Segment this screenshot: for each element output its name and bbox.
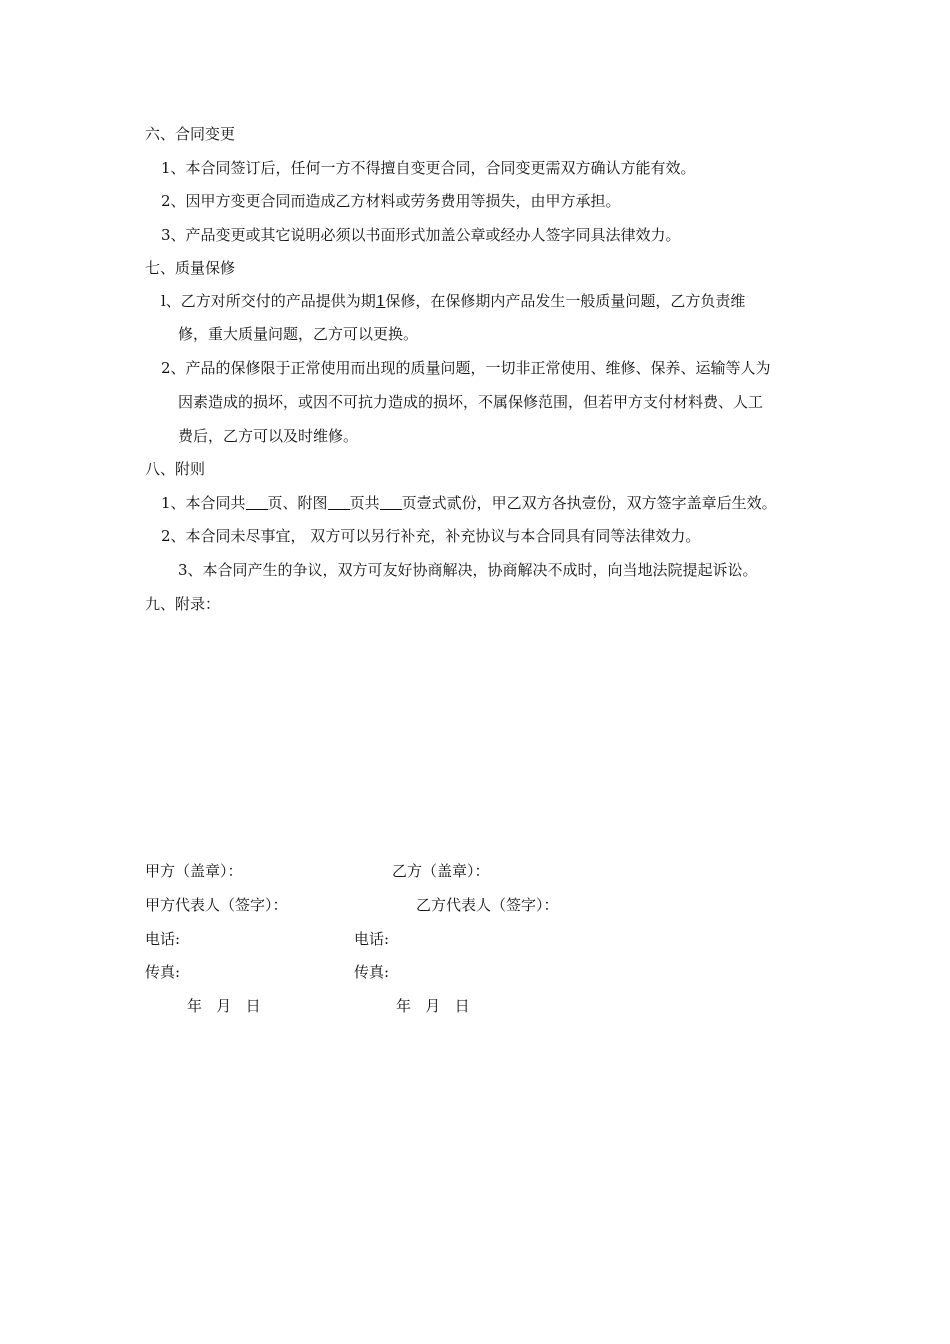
- section-7-item-1-prefix: l、乙方对所交付的产品提供为期: [161, 292, 376, 310]
- section-7-item-1-cont: 修，重大质量问题，乙方可以更换。: [178, 325, 419, 343]
- section-8-item-2: 2、本合同未尽事宜， 双方可以另行补充，补充协议与本合同具有同等法律效力。: [161, 527, 701, 545]
- section-8-item-1-part-a: 1、本合同共: [161, 494, 246, 512]
- section-7-item-2-line-3: 费后，乙方可以及时维修。: [178, 427, 359, 445]
- blank-page-count: [246, 495, 268, 510]
- party-b-phone-label: 电话:: [354, 930, 390, 948]
- blank-total-count: [380, 495, 402, 510]
- party-a-phone-label: 电话:: [145, 930, 181, 948]
- section-9-heading: 九、附录：: [145, 595, 221, 613]
- section-7-item-2-line-1: 2、产品的保修限于正常使用而出现的质量问题，一切非正常使用、维修、保养、运输等人为: [161, 359, 771, 377]
- section-7-item-1-suffix: 保修，在保修期内产品发生一般质量问题，乙方负责维: [385, 292, 746, 310]
- section-7-item-2-line-2: 因素造成的损坏，或因不可抗力造成的损坏，不属保修范围，但若甲方支付材料费、人工: [178, 393, 764, 411]
- section-6-item-2: 2、因甲方变更合同而造成乙方材料或劳务费用等损失，由甲方承担。: [161, 192, 621, 210]
- party-a-date: 年 月 日: [187, 997, 261, 1015]
- section-6-item-3: 3、产品变更或其它说明必须以书面形式加盖公章或经办人签字同具法律效力。: [161, 226, 681, 244]
- section-7-heading: 七、质量保修: [145, 259, 236, 277]
- section-7-item-1: [161, 291, 745, 311]
- party-a-fax-label: 传真:: [145, 963, 181, 981]
- party-a-rep-label: 甲方代表人（签字）：: [145, 896, 288, 914]
- blank-attachment-count: [328, 495, 350, 510]
- section-8-item-1-part-d: 页壹式贰份，甲乙双方各执壹份，双方签字盖章后生效。: [401, 494, 777, 512]
- section-8-item-1-part-c: 页共: [349, 494, 380, 512]
- party-b-date: 年 月 日: [396, 997, 470, 1015]
- party-b-seal-label: 乙方（盖章）：: [392, 862, 490, 880]
- section-8-heading: 八、附则: [145, 460, 206, 478]
- party-b-rep-label: 乙方代表人（签字）：: [416, 896, 559, 914]
- warranty-period: 1: [375, 292, 386, 310]
- party-a-seal-label: 甲方（盖章）：: [145, 862, 243, 880]
- section-6-item-1: 1、本合同签订后，任何一方不得擅自变更合同，合同变更需双方确认方能有效。: [161, 159, 696, 177]
- section-8-item-3: 3、本合同产生的争议，双方可友好协商解决，协商解决不成时，向当地法院提起诉讼。: [178, 561, 758, 579]
- section-6-heading: 六、合同变更: [145, 125, 236, 143]
- section-8-item-1-part-b: 页、附图: [267, 494, 328, 512]
- party-b-fax-label: 传真:: [354, 963, 390, 981]
- section-8-item-1: [161, 493, 777, 513]
